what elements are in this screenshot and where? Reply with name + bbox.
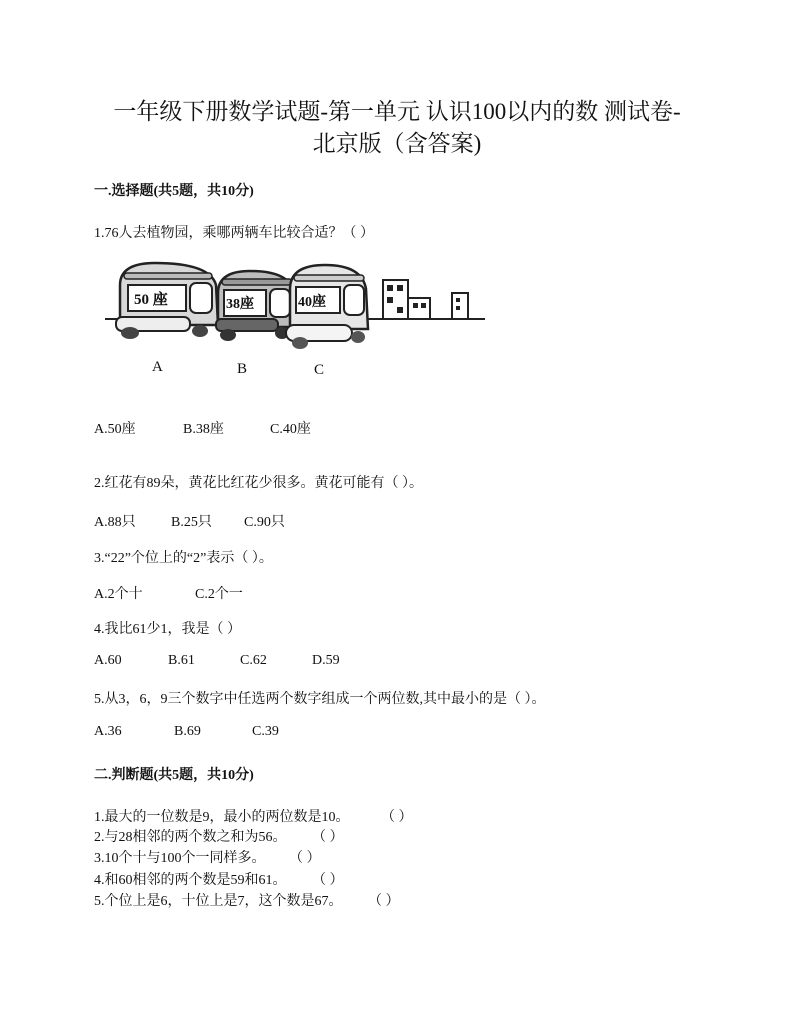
q5-option-c[interactable]: C.39	[252, 724, 279, 739]
q4-option-a[interactable]: A.60	[94, 653, 122, 668]
q1-option-b[interactable]: B.38座	[183, 422, 224, 437]
bus-a-letter: A	[152, 359, 163, 375]
bus-illustration	[100, 255, 490, 380]
q3-option-a[interactable]: A.2个十	[94, 587, 143, 602]
tf-item-1-text: 1.最大的一位数是9，最小的两位数是10。	[94, 810, 350, 825]
tf-item-2-blank[interactable]: （ ）	[312, 830, 344, 845]
bus-b-letter: B	[237, 361, 248, 377]
tf-item-1-blank[interactable]: （ ）	[381, 810, 413, 825]
bus-b-seats: 38座	[226, 297, 254, 312]
bus-a-seats: 50 座	[134, 292, 168, 308]
question-4-text: 4.我比61少1，我是（ ）	[94, 622, 241, 637]
tf-item-3-text: 3.10个十与100个一同样多。	[94, 851, 266, 866]
tf-item-2-text: 2.与28相邻的两个数之和为56。	[94, 830, 287, 845]
section-heading-choice: 一.选择题(共5题，共10分)	[94, 184, 254, 199]
question-3-text: 3.“22”个位上的“2”表示（ ）。	[94, 551, 273, 566]
tf-item-5-text: 5.个位上是6，十位上是7，这个数是67。	[94, 894, 343, 909]
tf-item-1	[94, 806, 413, 826]
q4-option-b[interactable]: B.61	[168, 653, 195, 668]
tf-item-4	[94, 869, 344, 889]
q4-option-d[interactable]: D.59	[312, 653, 340, 668]
section-heading-judgement: 二.判断题(共5题，共10分)	[94, 768, 254, 783]
q2-option-b[interactable]: B.25只	[171, 515, 212, 530]
question-2-text: 2.红花有89朵，黄花比红花少很多。黄花可能有（ ）。	[94, 476, 423, 491]
bus-c-seats: 40座	[298, 295, 326, 310]
q3-option-c[interactable]: C.2个一	[195, 587, 243, 602]
page-title-line-1: 一年级下册数学试题-第一单元 认识100以内的数 测试卷-	[113, 99, 681, 124]
question-5-text: 5.从3，6，9三个数字中任选两个数字组成一个两位数,其中最小的是（ ）。	[94, 692, 546, 707]
buildings-icon	[383, 280, 468, 319]
tf-item-5	[94, 890, 400, 910]
tf-item-5-blank[interactable]: （ ）	[368, 894, 400, 909]
q2-option-c[interactable]: C.90只	[244, 515, 285, 530]
tf-item-4-text: 4.和60相邻的两个数是59和61。	[94, 873, 287, 888]
q1-option-a[interactable]: A.50座	[94, 422, 136, 437]
q4-option-c[interactable]: C.62	[240, 653, 267, 668]
page-title-line-2: 北京版（含答案)	[312, 131, 482, 156]
bus-c-letter: C	[314, 362, 325, 378]
q5-option-b[interactable]: B.69	[174, 724, 201, 739]
tf-item-2	[94, 826, 344, 846]
tf-item-3	[94, 847, 321, 867]
q2-option-a[interactable]: A.88只	[94, 515, 136, 530]
tf-item-4-blank[interactable]: （ ）	[312, 873, 344, 888]
q1-option-c[interactable]: C.40座	[270, 422, 311, 437]
question-1-text: 1.76人去植物园，乘哪两辆车比较合适？（ ）	[94, 226, 374, 241]
tf-item-3-blank[interactable]: （ ）	[289, 851, 321, 866]
q5-option-a[interactable]: A.36	[94, 724, 122, 739]
